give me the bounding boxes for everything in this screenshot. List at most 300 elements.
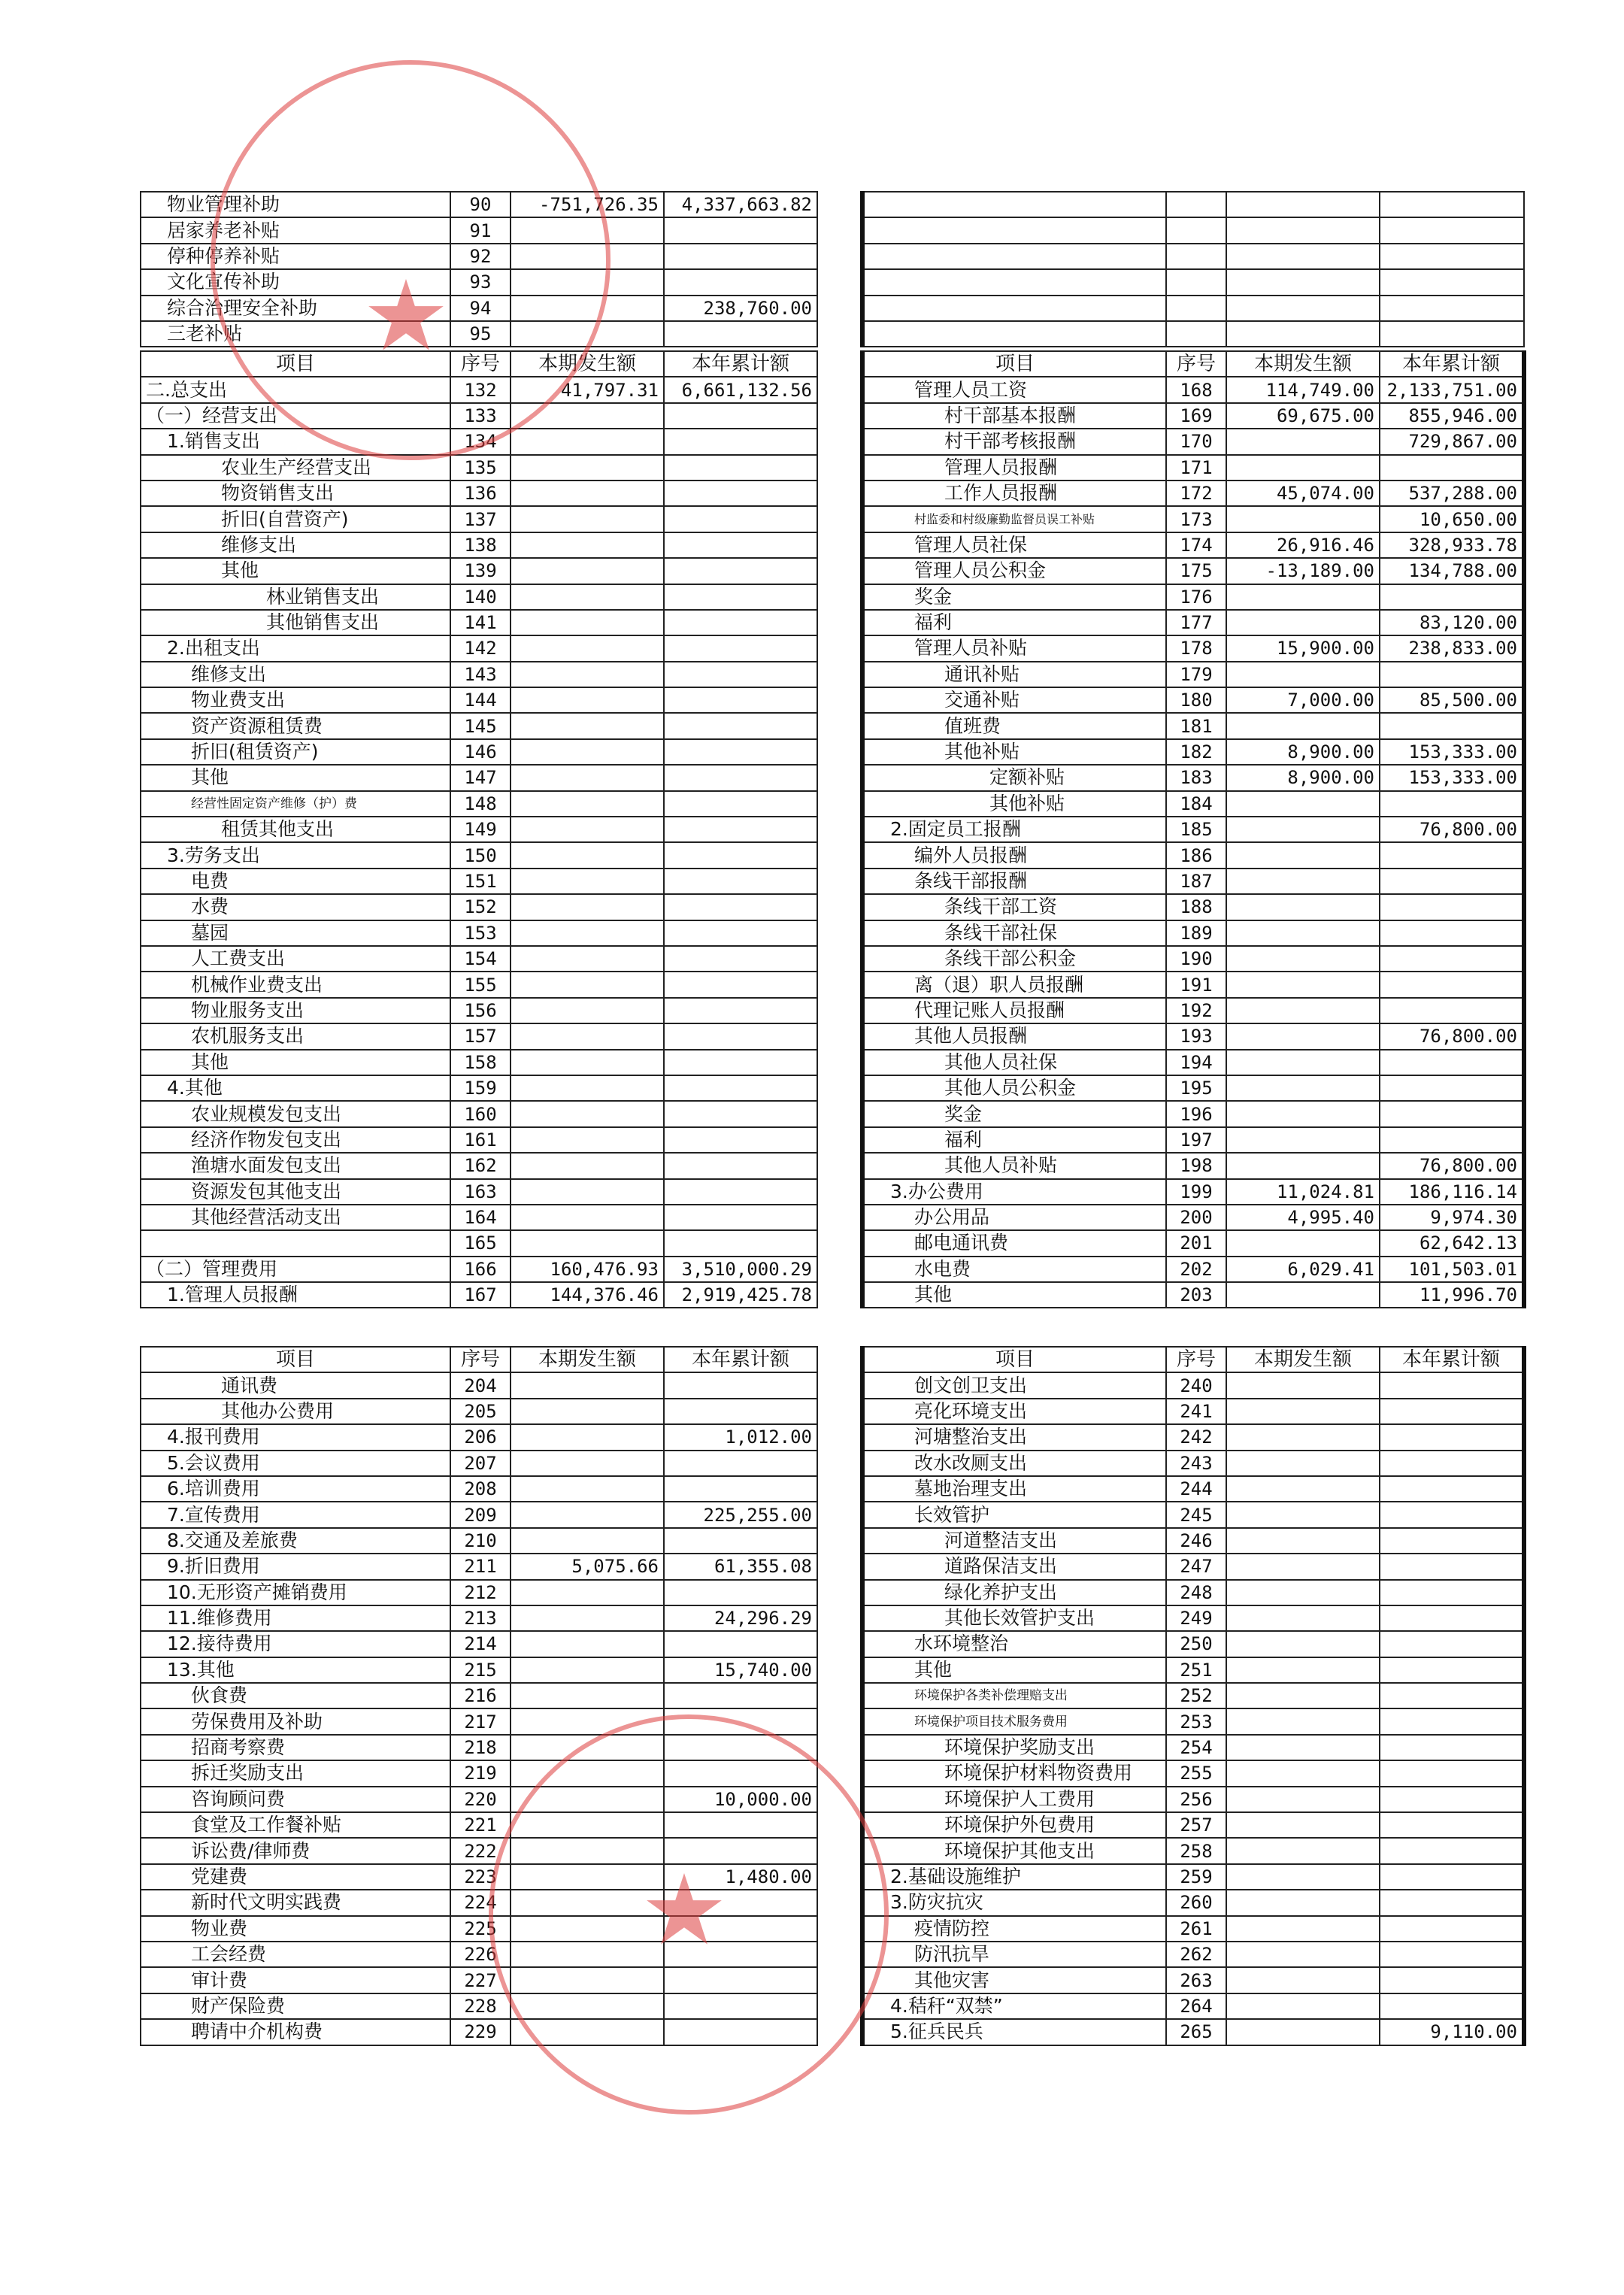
- right-item-seq: 186: [1166, 842, 1226, 868]
- right-item-cumulative: [1380, 1942, 1524, 1967]
- left-item-current: 144,376.46: [511, 1282, 664, 1308]
- table-row: [141, 1993, 1524, 2019]
- right-item-cumulative: 83,120.00: [1380, 610, 1524, 635]
- left-item-name: 审计费: [141, 1967, 450, 1993]
- left-item-seq: 133: [450, 403, 511, 429]
- left-item-current: [511, 455, 664, 481]
- column-gap: [817, 998, 862, 1023]
- right-item-name: 5.征兵民兵: [862, 2019, 1166, 2045]
- left-item-name: 居家养老补贴: [141, 217, 450, 243]
- table-row: [141, 972, 1524, 997]
- left-item-current: 160,476.93: [511, 1257, 664, 1282]
- left-item-cumulative: [664, 998, 817, 1023]
- left-item-seq: 162: [450, 1153, 511, 1178]
- left-item-name: 通讯费: [141, 1372, 450, 1398]
- column-gap: [817, 1127, 862, 1153]
- table-row: [141, 1580, 1524, 1605]
- table-row: [141, 1890, 1524, 1915]
- right-item-seq: 189: [1166, 920, 1226, 946]
- top-section-table: [140, 191, 1525, 347]
- left-item-cumulative: 1,480.00: [664, 1864, 817, 1890]
- right-item-cumulative: [1380, 998, 1524, 1023]
- left-item-name: 机械作业费支出: [141, 972, 450, 997]
- left-item-seq: 229: [450, 2019, 511, 2045]
- left-item-seq: 155: [450, 972, 511, 997]
- left-item-current: [511, 1890, 664, 1915]
- right-item-cumulative: [1380, 584, 1524, 610]
- left-item-name: 综合治理安全补助: [141, 296, 450, 321]
- right-current-cell: [1226, 296, 1380, 321]
- table-row: [141, 1476, 1524, 1502]
- table-row: [141, 1451, 1524, 1476]
- right-cumulative-cell: [1380, 269, 1524, 295]
- right-item-name-cell: [862, 217, 1166, 243]
- right-item-current: [1226, 1942, 1380, 1967]
- column-gap: [817, 1890, 862, 1915]
- left-item-cumulative: [664, 739, 817, 765]
- left-item-current: [511, 296, 664, 321]
- right-item-current: 4,995.40: [1226, 1205, 1380, 1230]
- right-item-current: [1226, 817, 1380, 842]
- left-item-current: [511, 403, 664, 429]
- right-item-current: [1226, 429, 1380, 454]
- table-row: [141, 1657, 1524, 1683]
- left-item-cumulative: [664, 817, 817, 842]
- left-item-current: [511, 894, 664, 920]
- left-item-seq: 158: [450, 1050, 511, 1075]
- column-gap: [817, 1864, 862, 1890]
- right-item-cumulative: [1380, 1075, 1524, 1101]
- right-item-cumulative: [1380, 920, 1524, 946]
- column-gap: [817, 687, 862, 713]
- left-item-current: [511, 817, 664, 842]
- left-item-current: [511, 1502, 664, 1527]
- left-item-cumulative: [664, 972, 817, 997]
- left-item-current: [511, 687, 664, 713]
- column-gap: [817, 791, 862, 817]
- right-item-seq: 246: [1166, 1528, 1226, 1554]
- right-item-current: [1226, 1127, 1380, 1153]
- left-item-seq: 93: [450, 269, 511, 295]
- right-item-seq: 176: [1166, 584, 1226, 610]
- column-gap: [817, 532, 862, 558]
- right-item-cumulative: 855,946.00: [1380, 403, 1524, 429]
- right-item-current: 114,749.00: [1226, 377, 1380, 402]
- left-item-current: -751,726.35: [511, 192, 664, 217]
- table-row: [141, 584, 1524, 610]
- right-item-cumulative: [1380, 1101, 1524, 1126]
- table-row: [141, 429, 1524, 454]
- right-item-name: 其他补贴: [862, 791, 1166, 817]
- table-row: [141, 869, 1524, 894]
- table-row: [141, 1838, 1524, 1863]
- column-gap: [817, 1812, 862, 1838]
- right-item-name: 2.基础设施维护: [862, 1864, 1166, 1890]
- left-item-seq: 142: [450, 635, 511, 661]
- table-row: [141, 610, 1524, 635]
- left-item-current: [511, 1179, 664, 1205]
- right-item-cumulative: [1380, 972, 1524, 997]
- table-row: [141, 455, 1524, 481]
- left-item-name: 经营性固定资产维修（护）费: [141, 791, 450, 817]
- column-gap: [817, 610, 862, 635]
- left-item-current: [511, 662, 664, 687]
- right-item-name: 河道整洁支出: [862, 1528, 1166, 1554]
- left-item-cumulative: [664, 610, 817, 635]
- right-item-current: [1226, 894, 1380, 920]
- right-item-cumulative: [1380, 1993, 1524, 2019]
- left-header-seq: 序号: [450, 351, 511, 377]
- right-item-current: [1226, 972, 1380, 997]
- left-item-current: [511, 791, 664, 817]
- table-row: [141, 1812, 1524, 1838]
- right-item-name: 其他灾害: [862, 1967, 1166, 1993]
- table-row: [141, 1760, 1524, 1786]
- right-item-seq: 180: [1166, 687, 1226, 713]
- left-item-cumulative: [664, 506, 817, 532]
- left-item-current: [511, 1205, 664, 1230]
- table-row: [141, 946, 1524, 972]
- right-item-name: 邮电通讯费: [862, 1230, 1166, 1256]
- left-item-seq: 208: [450, 1476, 511, 1502]
- column-gap: [817, 1230, 862, 1256]
- left-item-cumulative: [664, 429, 817, 454]
- right-item-name: 环境保护外包费用: [862, 1812, 1166, 1838]
- right-item-name: 离（退）职人员报酬: [862, 972, 1166, 997]
- left-item-seq: 152: [450, 894, 511, 920]
- right-item-name: 奖金: [862, 1101, 1166, 1126]
- right-item-cumulative: 186,116.14: [1380, 1179, 1524, 1205]
- left-item-cumulative: [664, 1735, 817, 1760]
- left-item-seq: 226: [450, 1942, 511, 1967]
- right-item-seq: 171: [1166, 455, 1226, 481]
- left-item-current: [511, 920, 664, 946]
- right-item-current: [1226, 998, 1380, 1023]
- left-item-cumulative: 24,296.29: [664, 1605, 817, 1631]
- left-item-current: [511, 1967, 664, 1993]
- right-item-name: 疫情防控: [862, 1916, 1166, 1942]
- right-item-current: [1226, 1399, 1380, 1424]
- right-item-current: [1226, 455, 1380, 481]
- left-item-name: 租赁其他支出: [141, 817, 450, 842]
- left-item-seq: 136: [450, 481, 511, 506]
- left-item-name: 物业管理补助: [141, 192, 450, 217]
- right-item-current: [1226, 1838, 1380, 1863]
- column-gap: [817, 244, 862, 269]
- left-item-seq: 95: [450, 321, 511, 347]
- right-item-cumulative: [1380, 713, 1524, 738]
- right-item-seq: 253: [1166, 1708, 1226, 1734]
- left-item-seq: 204: [450, 1372, 511, 1398]
- right-item-cumulative: [1380, 1605, 1524, 1631]
- left-item-seq: 227: [450, 1967, 511, 1993]
- left-item-name: 伙食费: [141, 1683, 450, 1708]
- column-gap: [817, 506, 862, 532]
- left-item-seq: 220: [450, 1787, 511, 1812]
- table-row: [141, 481, 1524, 506]
- right-item-cumulative: 153,333.00: [1380, 739, 1524, 765]
- left-item-seq: 134: [450, 429, 511, 454]
- left-item-seq: 150: [450, 842, 511, 868]
- right-item-current: [1226, 1451, 1380, 1476]
- right-item-current: [1226, 1230, 1380, 1256]
- table-row: [141, 687, 1524, 713]
- table-row: [141, 739, 1524, 765]
- left-item-name: 其他: [141, 1050, 450, 1075]
- left-item-current: [511, 1812, 664, 1838]
- right-item-name: 村监委和村级廉勤监督员误工补贴: [862, 506, 1166, 532]
- right-item-cumulative: 2,133,751.00: [1380, 377, 1524, 402]
- right-item-current: [1226, 1760, 1380, 1786]
- table-row: [141, 1399, 1524, 1424]
- column-gap: [817, 713, 862, 738]
- left-item-current: [511, 765, 664, 790]
- right-item-current: [1226, 1554, 1380, 1579]
- right-item-current: [1226, 1153, 1380, 1178]
- left-item-current: [511, 481, 664, 506]
- left-item-cumulative: [664, 1050, 817, 1075]
- left-item-current: [511, 1580, 664, 1605]
- left-item-cumulative: [664, 1760, 817, 1786]
- left-item-current: [511, 1683, 664, 1708]
- left-item-name: 其他: [141, 765, 450, 790]
- column-gap: [817, 739, 862, 765]
- left-item-seq: 161: [450, 1127, 511, 1153]
- section-b-table: [140, 1346, 1526, 2046]
- right-item-name-cell: [862, 244, 1166, 269]
- column-gap: [817, 403, 862, 429]
- column-gap: [817, 1605, 862, 1631]
- left-item-cumulative: [664, 765, 817, 790]
- right-item-name: 环境保护项目技术服务费用: [862, 1708, 1166, 1734]
- right-item-current: [1226, 1476, 1380, 1502]
- table-row: [141, 403, 1524, 429]
- right-item-cumulative: [1380, 1372, 1524, 1398]
- right-item-name: 防汛抗旱: [862, 1942, 1166, 1967]
- right-item-seq: 245: [1166, 1502, 1226, 1527]
- left-item-current: [511, 610, 664, 635]
- left-item-current: [511, 1476, 664, 1502]
- table-row: [141, 296, 1524, 321]
- right-item-cumulative: [1380, 1916, 1524, 1942]
- left-item-seq: 209: [450, 1502, 511, 1527]
- right-item-seq: 198: [1166, 1153, 1226, 1178]
- left-item-cumulative: [664, 1942, 817, 1967]
- left-item-name: 渔塘水面发包支出: [141, 1153, 450, 1178]
- right-item-current: [1226, 584, 1380, 610]
- right-item-cumulative: [1380, 1708, 1524, 1734]
- left-item-seq: 216: [450, 1683, 511, 1708]
- left-item-name: 劳保费用及补助: [141, 1708, 450, 1734]
- right-item-cumulative: 9,974.30: [1380, 1205, 1524, 1230]
- right-cumulative-cell: [1380, 244, 1524, 269]
- column-gap: [817, 1631, 862, 1657]
- left-item-cumulative: [664, 635, 817, 661]
- table-row: [141, 894, 1524, 920]
- left-item-cumulative: [664, 1179, 817, 1205]
- right-item-cumulative: 537,288.00: [1380, 481, 1524, 506]
- left-item-seq: 212: [450, 1580, 511, 1605]
- left-item-cumulative: [664, 791, 817, 817]
- right-item-current: 8,900.00: [1226, 739, 1380, 765]
- right-item-current: 45,074.00: [1226, 481, 1380, 506]
- table-row: [141, 1605, 1524, 1631]
- right-seq-cell: [1166, 244, 1226, 269]
- right-item-cumulative: 76,800.00: [1380, 1153, 1524, 1178]
- right-item-current: [1226, 1528, 1380, 1554]
- right-current-cell: [1226, 321, 1380, 347]
- left-item-current: [511, 1838, 664, 1863]
- right-item-name-cell: [862, 321, 1166, 347]
- left-item-cumulative: [664, 1230, 817, 1256]
- left-item-name: 诉讼费/律师费: [141, 1838, 450, 1863]
- right-item-current: [1226, 1605, 1380, 1631]
- right-item-cumulative: 62,642.13: [1380, 1230, 1524, 1256]
- right-header-cumulative: 本年累计额: [1380, 1347, 1524, 1372]
- right-item-name: 环境保护其他支出: [862, 1838, 1166, 1863]
- right-item-name: 福利: [862, 1127, 1166, 1153]
- right-item-name: 条线干部公积金: [862, 946, 1166, 972]
- seal-star-icon: ★: [362, 259, 450, 373]
- column-gap: [817, 1075, 862, 1101]
- right-item-seq: 243: [1166, 1451, 1226, 1476]
- column-gap: [817, 1683, 862, 1708]
- left-item-name: 资产资源租赁费: [141, 713, 450, 738]
- left-item-name: 党建费: [141, 1864, 450, 1890]
- column-gap: [817, 1451, 862, 1476]
- left-item-current: [511, 1127, 664, 1153]
- right-item-seq: 181: [1166, 713, 1226, 738]
- table-row: [141, 1372, 1524, 1398]
- right-header-item: 项目: [862, 351, 1166, 377]
- table-row: [141, 532, 1524, 558]
- right-item-current: [1226, 1890, 1380, 1915]
- left-item-name: 折旧(租赁资产): [141, 739, 450, 765]
- left-item-name: 13.其他: [141, 1657, 450, 1683]
- right-item-seq: 263: [1166, 1967, 1226, 1993]
- left-item-name: 8.交通及差旅费: [141, 1528, 450, 1554]
- column-gap: [817, 429, 862, 454]
- right-item-name: 长效管护: [862, 1502, 1166, 1527]
- right-item-current: [1226, 1683, 1380, 1708]
- section-a-table: [140, 350, 1526, 1308]
- left-item-seq: 166: [450, 1257, 511, 1282]
- right-item-seq: 175: [1166, 558, 1226, 584]
- right-item-seq: 254: [1166, 1735, 1226, 1760]
- right-item-seq: 252: [1166, 1683, 1226, 1708]
- left-item-name: 3.劳务支出: [141, 842, 450, 868]
- left-item-name: 停种停养补贴: [141, 244, 450, 269]
- right-item-current: [1226, 920, 1380, 946]
- left-item-name: 4.报刊费用: [141, 1424, 450, 1450]
- right-item-name-cell: [862, 269, 1166, 295]
- left-item-cumulative: [664, 532, 817, 558]
- left-item-seq: 207: [450, 1451, 511, 1476]
- right-item-seq: 185: [1166, 817, 1226, 842]
- left-item-current: [511, 1528, 664, 1554]
- right-item-current: [1226, 1864, 1380, 1890]
- left-item-seq: 145: [450, 713, 511, 738]
- right-item-name: 交通补贴: [862, 687, 1166, 713]
- table-row: [141, 791, 1524, 817]
- right-item-name: 环境保护人工费用: [862, 1787, 1166, 1812]
- right-header-seq: 序号: [1166, 351, 1226, 377]
- left-item-seq: 222: [450, 1838, 511, 1863]
- left-item-cumulative: [664, 584, 817, 610]
- left-item-cumulative: 238,760.00: [664, 296, 817, 321]
- right-item-current: [1226, 1282, 1380, 1308]
- right-item-name: 定额补贴: [862, 765, 1166, 790]
- column-gap: [817, 1347, 862, 1372]
- left-item-current: [511, 1451, 664, 1476]
- right-item-cumulative: 134,788.00: [1380, 558, 1524, 584]
- left-item-current: [511, 739, 664, 765]
- left-item-seq: 146: [450, 739, 511, 765]
- right-item-current: [1226, 842, 1380, 868]
- right-item-name: 水电费: [862, 1257, 1166, 1282]
- left-item-seq: 137: [450, 506, 511, 532]
- left-item-name: 招商考察费: [141, 1735, 450, 1760]
- left-item-name: 其他: [141, 558, 450, 584]
- left-item-current: [511, 1993, 664, 2019]
- right-item-cumulative: 328,933.78: [1380, 532, 1524, 558]
- left-item-name: 三老补贴: [141, 321, 450, 347]
- right-item-seq: 173: [1166, 506, 1226, 532]
- left-item-cumulative: [664, 455, 817, 481]
- column-gap: [817, 1153, 862, 1178]
- right-item-cumulative: [1380, 1657, 1524, 1683]
- left-item-name: 维修支出: [141, 532, 450, 558]
- right-item-current: [1226, 1580, 1380, 1605]
- left-item-cumulative: [664, 1993, 817, 2019]
- right-item-name: 其他人员社保: [862, 1050, 1166, 1075]
- right-header-current: 本期发生额: [1226, 351, 1380, 377]
- left-item-cumulative: 15,740.00: [664, 1657, 817, 1683]
- right-item-name: 4.秸秆“双禁”: [862, 1993, 1166, 2019]
- left-item-current: [511, 842, 664, 868]
- right-item-name: 办公用品: [862, 1205, 1166, 1230]
- left-item-cumulative: [664, 946, 817, 972]
- table-row: [141, 662, 1524, 687]
- left-item-seq: 164: [450, 1205, 511, 1230]
- left-item-current: [511, 1399, 664, 1424]
- right-header-current: 本期发生额: [1226, 1347, 1380, 1372]
- right-item-seq: 203: [1166, 1282, 1226, 1308]
- left-header-current: 本期发生额: [511, 1347, 664, 1372]
- right-item-name-cell: [862, 296, 1166, 321]
- left-item-cumulative: [664, 1528, 817, 1554]
- column-gap: [817, 1101, 862, 1126]
- right-item-cumulative: 9,110.00: [1380, 2019, 1524, 2045]
- table-row: [141, 217, 1524, 243]
- left-item-cumulative: [664, 662, 817, 687]
- right-item-seq: 194: [1166, 1050, 1226, 1075]
- table-row: [141, 558, 1524, 584]
- column-gap: [817, 1476, 862, 1502]
- left-item-name: 10.无形资产摊销费用: [141, 1580, 450, 1605]
- table-row: [141, 244, 1524, 269]
- right-item-name: 值班费: [862, 713, 1166, 738]
- right-item-name: 管理人员报酬: [862, 455, 1166, 481]
- right-item-current: [1226, 869, 1380, 894]
- column-gap: [817, 1967, 862, 1993]
- right-item-seq: 250: [1166, 1631, 1226, 1657]
- table-row: [141, 1916, 1524, 1942]
- right-item-seq: 195: [1166, 1075, 1226, 1101]
- right-item-seq: 202: [1166, 1257, 1226, 1282]
- left-item-seq: 149: [450, 817, 511, 842]
- left-item-name: 7.宣传费用: [141, 1502, 450, 1527]
